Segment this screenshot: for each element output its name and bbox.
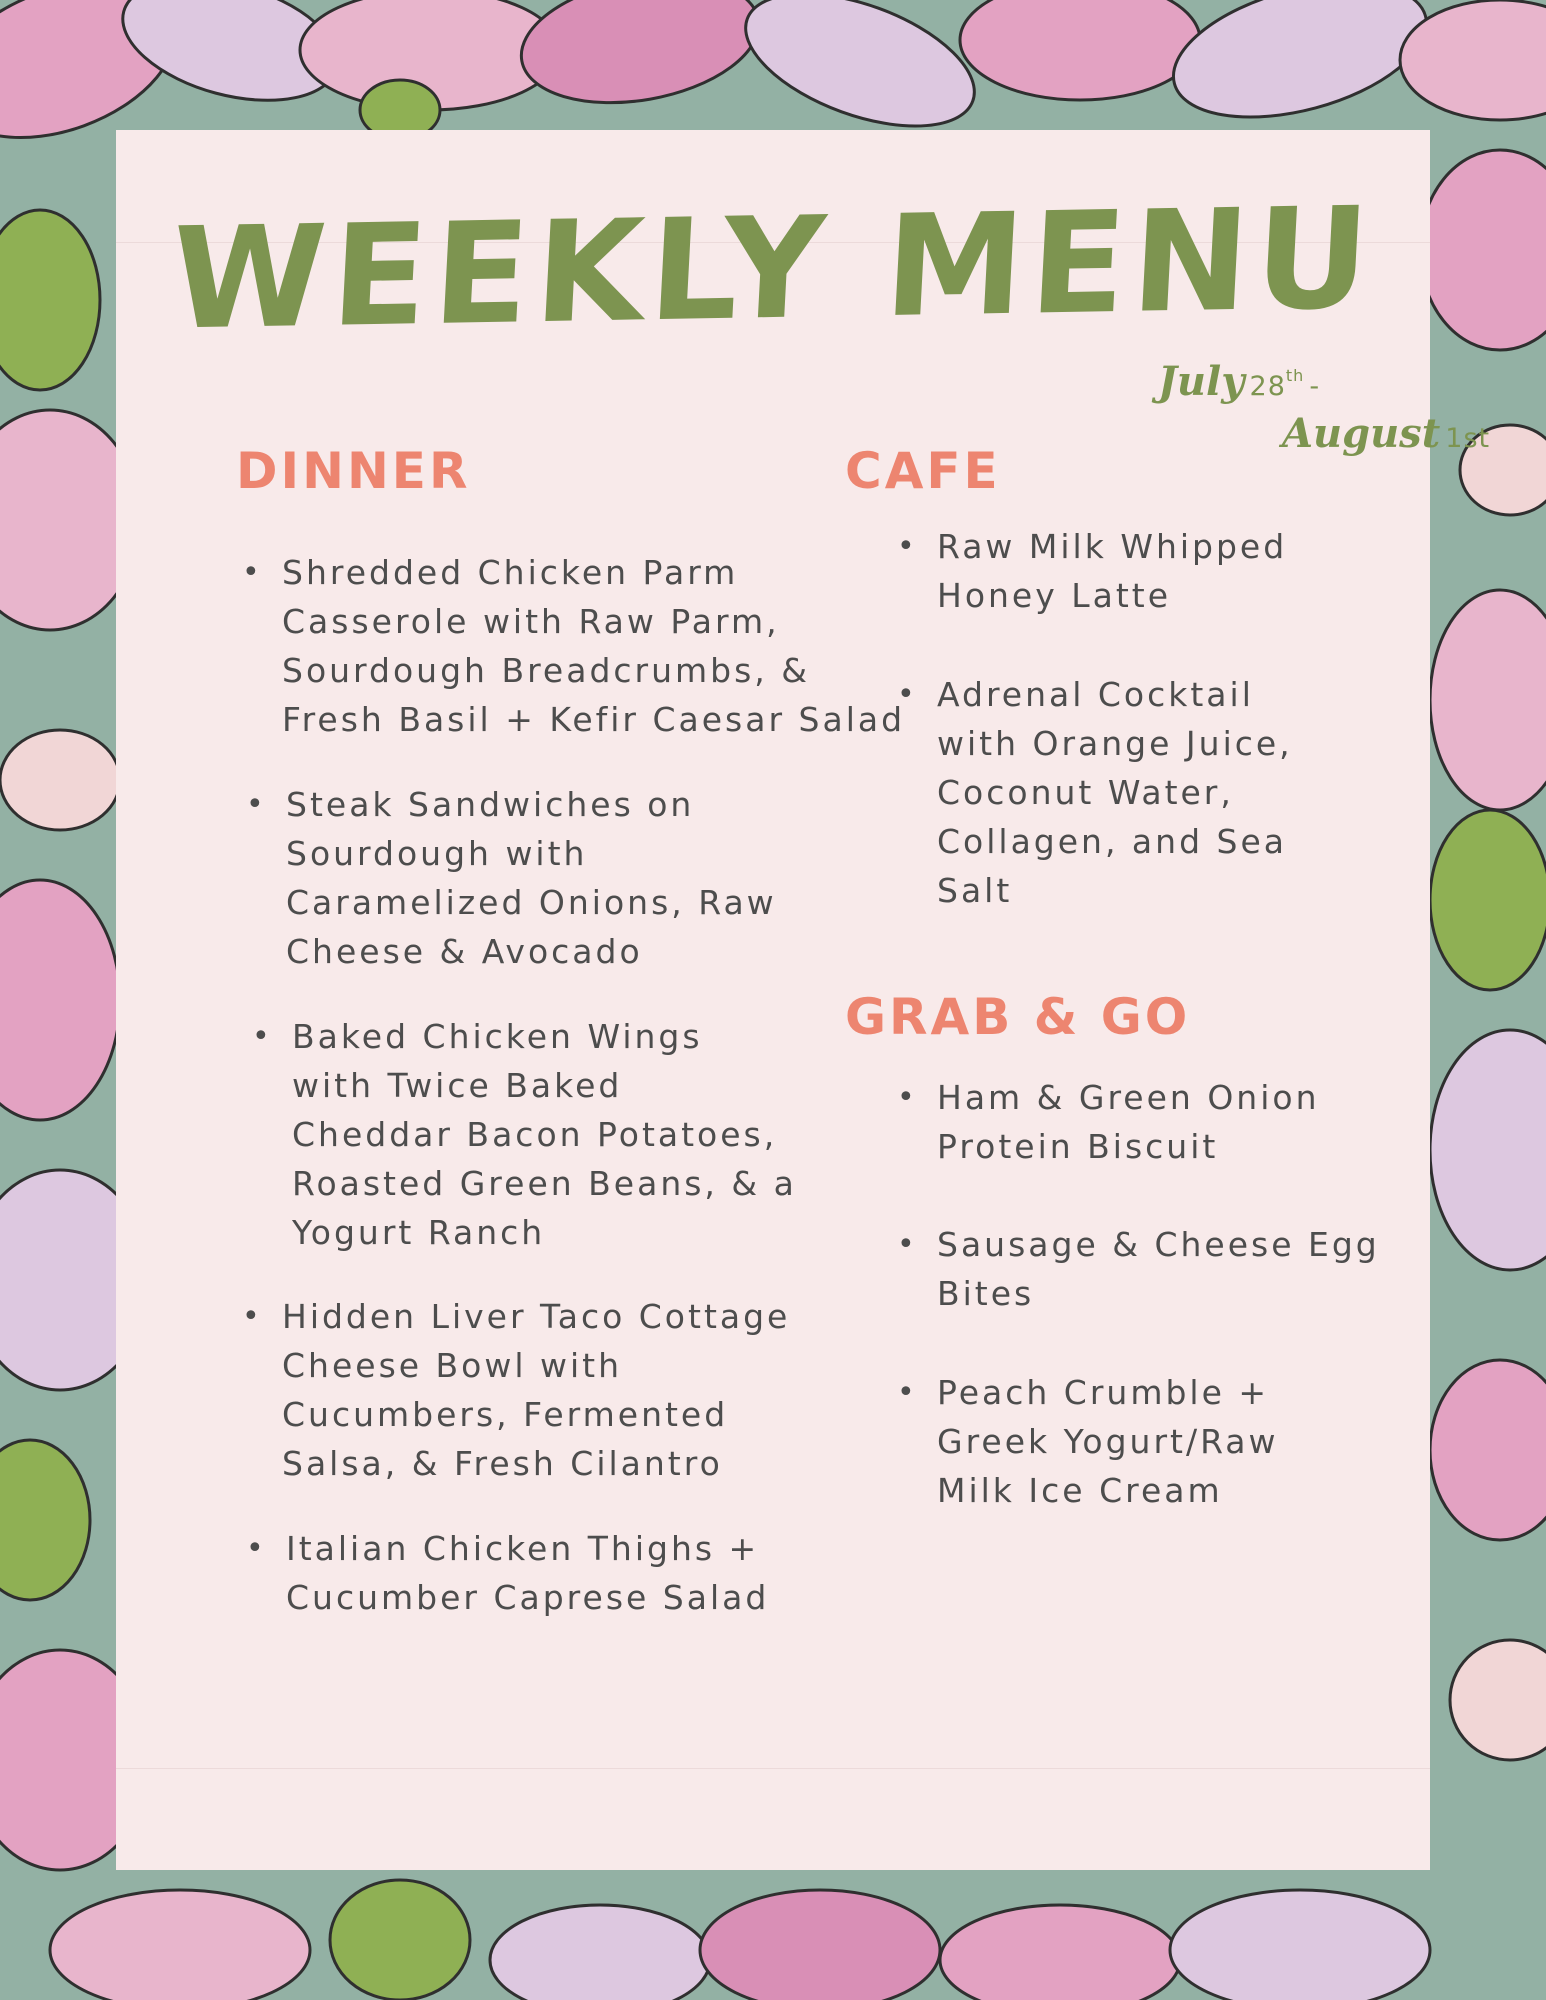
bullet: •	[246, 787, 267, 822]
date-end-month: August	[1282, 410, 1441, 457]
menu-title: WEEKLY MENU	[167, 177, 1379, 362]
date-end-day: 1st	[1445, 423, 1491, 454]
grab-and-go-item: • Ham & Green Onion Protein Biscuit	[937, 1073, 1319, 1171]
bullet: •	[897, 529, 918, 564]
date-start-suffix: th	[1285, 366, 1305, 385]
grab-and-go-heading: GRAB & GO	[845, 988, 1191, 1046]
cafe-item: • Raw Milk Whipped Honey Latte	[937, 522, 1287, 620]
bullet: •	[242, 555, 263, 590]
grab-and-go-item: • Peach Crumble + Greek Yogurt/Raw Milk Ice Cream	[937, 1368, 1279, 1515]
bullet: •	[242, 1299, 263, 1334]
bullet: •	[897, 1375, 918, 1410]
date-range	[1034, 358, 1491, 468]
dinner-item: • Baked Chicken Wings with Twice Baked Cheddar Bacon Potatoes, Roasted Green Beans, & a Yogurt Ranch	[292, 1012, 797, 1257]
dinner-item: • Steak Sandwiches on Sourdough with Caramelized Onions, Raw Cheese & Avocado	[286, 780, 777, 976]
date-start-month: July	[1158, 358, 1245, 405]
bullet: •	[897, 1080, 918, 1115]
date-start-day: 28	[1249, 371, 1286, 402]
dinner-heading: DINNER	[236, 442, 471, 500]
bullet: •	[252, 1019, 273, 1054]
dinner-item: • Shredded Chicken Parm Casserole with Raw Parm, Sourdough Breadcrumbs, & Fresh Basil + Kefir Caesar Salad	[282, 548, 905, 744]
grab-and-go-item: • Sausage & Cheese Egg Bites	[937, 1220, 1380, 1318]
divider-line	[116, 1768, 1430, 1769]
cafe-item: • Adrenal Cocktail with Orange Juice, Coconut Water, Collagen, and Sea Salt	[937, 670, 1293, 915]
menu-card	[116, 130, 1491, 1870]
bullet: •	[246, 1531, 267, 1566]
dinner-item: • Italian Chicken Thighs + Cucumber Caprese Salad	[286, 1524, 769, 1622]
date-separator: -	[1309, 371, 1321, 402]
bullet: •	[897, 1227, 918, 1262]
dinner-item: • Hidden Liver Taco Cottage Cheese Bowl with Cucumbers, Fermented Salsa, & Fresh Cilantro	[282, 1292, 790, 1488]
cafe-heading: CAFE	[845, 442, 1001, 500]
bullet: •	[897, 677, 918, 712]
